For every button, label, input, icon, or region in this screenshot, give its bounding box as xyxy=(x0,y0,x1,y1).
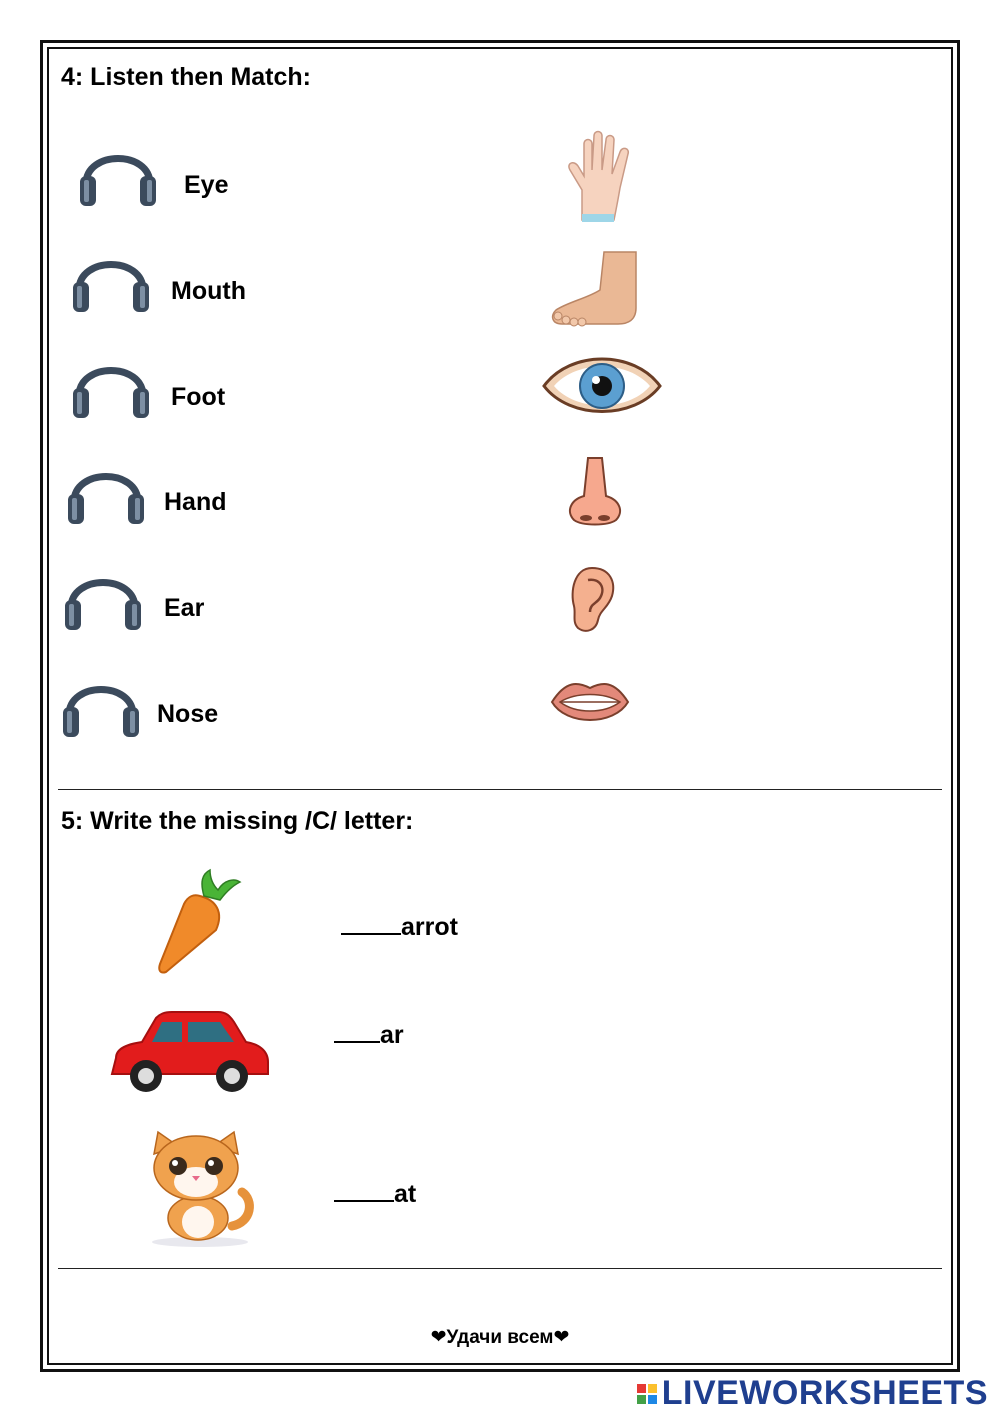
ear-picture[interactable] xyxy=(566,564,618,636)
section-divider xyxy=(58,1268,942,1269)
section4-title: 4: Listen then Match: xyxy=(61,63,312,91)
word-mouth: Mouth xyxy=(171,277,246,305)
headphones-icon[interactable] xyxy=(76,140,160,208)
brand-name: LIVEWORKSHEETS xyxy=(661,1374,988,1412)
heart-icon: ❤ xyxy=(430,1327,447,1348)
cat-word-suffix: at xyxy=(394,1180,417,1208)
section5-title: 5: Write the missing /C/ letter: xyxy=(61,807,414,835)
car-blank[interactable] xyxy=(334,1019,404,1050)
carrot-word-suffix: arrot xyxy=(401,913,458,941)
answer-line[interactable] xyxy=(334,1019,380,1043)
word-ear: Ear xyxy=(164,594,205,622)
word-hand: Hand xyxy=(164,488,227,516)
answer-line[interactable] xyxy=(341,911,401,935)
word-nose: Nose xyxy=(157,700,219,728)
headphones-icon[interactable] xyxy=(69,246,153,314)
logo-icon xyxy=(637,1384,657,1404)
cat-picture[interactable] xyxy=(142,1130,258,1248)
foot-picture[interactable] xyxy=(548,250,642,328)
word-foot: Foot xyxy=(171,383,226,411)
carrot-blank[interactable] xyxy=(341,911,458,942)
footer-text xyxy=(0,1326,1000,1349)
liveworksheets-logo[interactable] xyxy=(637,1374,988,1413)
headphones-icon[interactable] xyxy=(69,352,153,420)
hand-picture[interactable] xyxy=(562,130,642,224)
eye-picture[interactable] xyxy=(540,350,664,420)
heart-icon: ❤ xyxy=(553,1327,570,1348)
carrot-picture[interactable] xyxy=(154,868,242,976)
section-divider xyxy=(58,789,942,790)
headphones-icon[interactable] xyxy=(64,458,148,526)
nose-picture[interactable] xyxy=(564,456,626,528)
headphones-icon[interactable] xyxy=(61,564,145,632)
car-picture[interactable] xyxy=(108,1010,270,1094)
answer-line[interactable] xyxy=(334,1178,394,1202)
word-eye: Eye xyxy=(184,171,229,199)
car-word-suffix: ar xyxy=(380,1021,404,1049)
headphones-icon[interactable] xyxy=(59,671,143,739)
footer-message: Удачи всем xyxy=(446,1327,554,1348)
cat-blank[interactable] xyxy=(334,1178,416,1209)
mouth-picture[interactable] xyxy=(548,674,632,730)
